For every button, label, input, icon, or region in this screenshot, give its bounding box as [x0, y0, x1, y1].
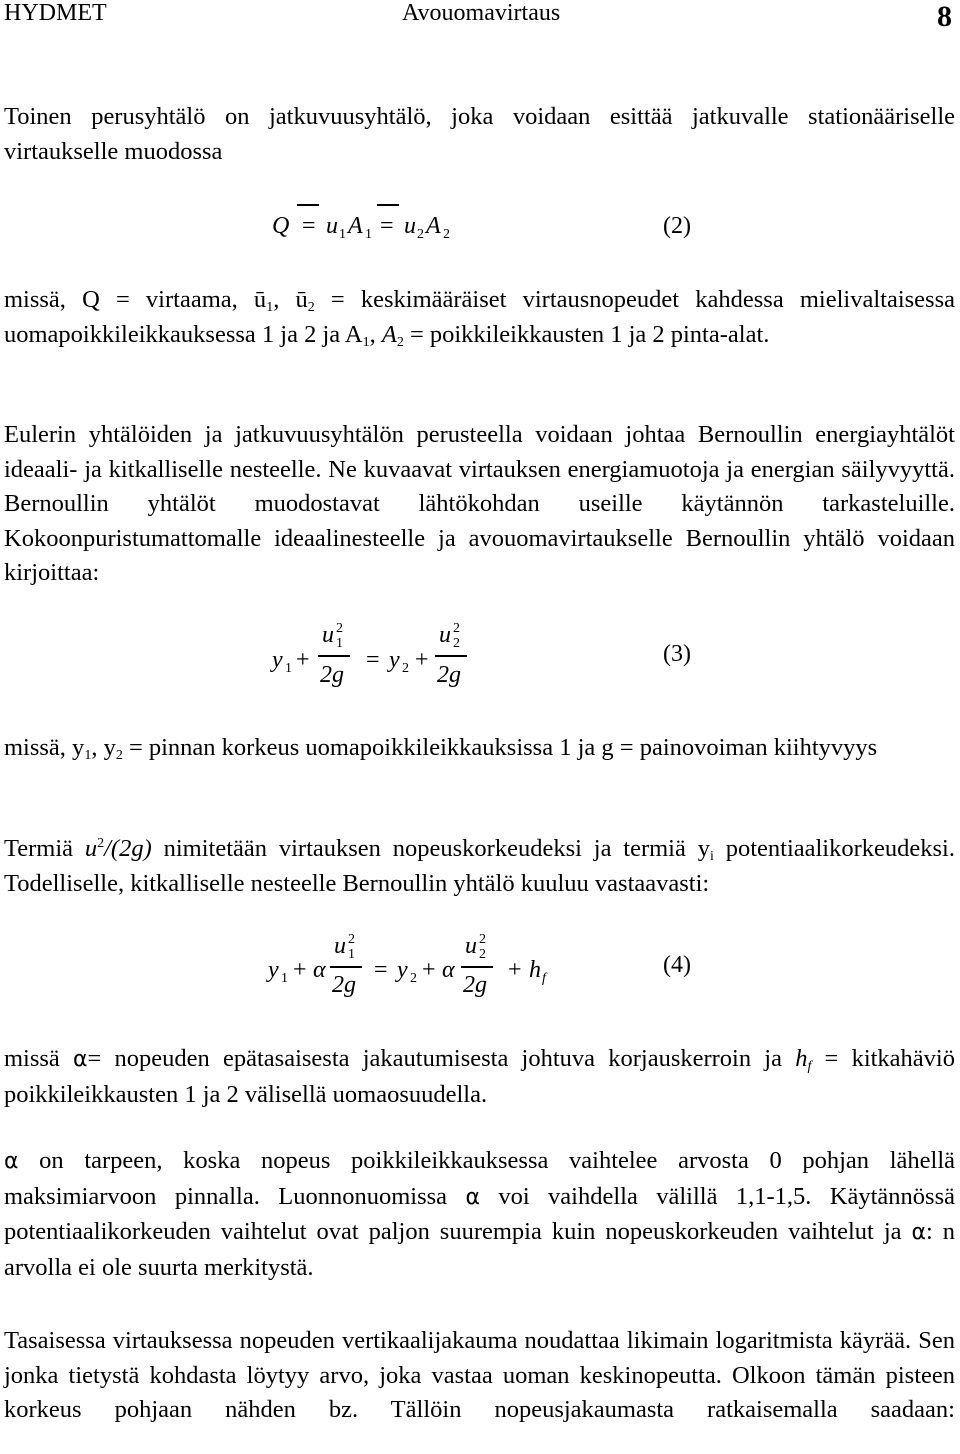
- eq2-A1-sub: 1: [365, 227, 372, 242]
- eq4-u1-sub: 1: [348, 947, 355, 962]
- eq4-u2-sub: 2: [479, 947, 486, 962]
- eq4-alpha-1: α: [313, 957, 326, 983]
- eq4-u1: u: [334, 933, 346, 959]
- eq2-overline-1: [297, 204, 319, 206]
- page-header: [4, 0, 956, 36]
- eq3-y1: y: [272, 647, 283, 673]
- eq2-equals-2: =: [380, 213, 394, 239]
- paragraph-bernoulli-intro: Eulerin yhtälöiden ja jatkuvuusyhtälön perusteella voidaan johtaa Bernoullin energiayhtälöt ideaali- ja kitkalliselle nesteelle. Ne kuvaavat virtauksen energiamuotoja ja energian säilyvyyttä. Bernoullin yhtälöt muodostavat lähtökohdan useille käytännön tarkasteluille. Kokoonpuristumattomalle ideaalinesteelle ja avouomavirtaukselle Bernoullin yhtälö voidaan kirjoittaa:: [4, 421, 955, 586]
- eq4-plus-3: +: [508, 957, 522, 983]
- eq4-y2: y: [397, 957, 408, 983]
- paragraph-velocity-head: Termiä $u^2/(2g)$ nimitetään virtauksen nopeuskorkeudeksi ja termiä $y_i$ potentiaalikorkeudeksi. Todelliselle, kitkalliselle nesteelle Bernoullin yhtälö kuuluu vastaavasti:: [4, 835, 955, 897]
- eq3-fraction-bar-2: [435, 655, 467, 657]
- eq3-plus-2: +: [415, 647, 429, 673]
- eq3-equals: =: [366, 647, 380, 673]
- eq4-plus-1: +: [293, 957, 307, 983]
- eq2-u2-sub: 2: [417, 227, 424, 242]
- paragraph-eq3-definitions: missä, $y_1$, $y_2$ = pinnan korkeus uomapoikkileikkauksissa 1 ja g = painovoiman kiihtyvyys: [4, 734, 878, 763]
- eq4-fraction-bar-1: [330, 966, 362, 968]
- eq2-overline-2: [377, 204, 399, 206]
- eq3-y2: y: [389, 647, 400, 673]
- eq2-u2: u: [404, 213, 416, 239]
- eq3-y1-sub: 1: [285, 661, 292, 676]
- eq2-u1-sub: 1: [339, 227, 346, 242]
- header-title: Avouomavirtaus: [402, 0, 561, 26]
- eq3-fraction-bar-1: [318, 655, 350, 657]
- eq2-A1: A: [348, 213, 363, 239]
- paragraph-velocity-distribution: Tasaisessa virtauksessa nopeuden vertikaalijakauma noudattaa likimain logaritmista käyrää. Sen jonka tietystä kohdasta löytyy arvo, joka vastaa uoman keskinopeutta. Olkoon tämän pisteen korkeus pohjaan nähden bz. Tällöin nopeusjakaumasta ratkaisemalla saadaan:: [4, 1327, 955, 1423]
- eq4-y1-sub: 1: [281, 971, 288, 986]
- eq4-fraction-bar-2: [461, 966, 493, 968]
- header-left: HYDMET: [4, 0, 107, 26]
- eq4-equals: =: [374, 957, 388, 983]
- eq4-y1: y: [268, 957, 279, 983]
- eq2-u1: u: [326, 213, 338, 239]
- eq2-A2: A: [426, 213, 441, 239]
- eq3-u2-sup: 2: [453, 621, 460, 636]
- eq3-u1-sub: 1: [336, 636, 343, 651]
- paragraph-continuity-intro: Toinen perusyhtälö on jatkuvuusyhtälö, joka voidaan esittää jatkuvalle stationääriselle virtaukselle muodossa: [4, 103, 955, 165]
- eq3-u1-sup: 2: [336, 621, 343, 636]
- eq4-denominator-2: 2g: [463, 972, 487, 998]
- eq4-number: (4): [663, 952, 691, 978]
- eq4-h: h: [529, 957, 541, 983]
- eq3-u1: u: [322, 622, 334, 648]
- eq4-u2-sup: 2: [479, 932, 486, 947]
- eq4-plus-2: +: [422, 957, 436, 983]
- eq3-plus-1: +: [296, 647, 310, 673]
- eq2-equals-1: =: [302, 213, 316, 239]
- eq4-u2: u: [465, 933, 477, 959]
- eq2-number: (2): [663, 213, 691, 239]
- eq3-denominator-1: 2g: [320, 662, 344, 688]
- eq4-y2-sub: 2: [410, 971, 417, 986]
- paragraph-alpha-range: α on tarpeen, koska nopeus poikkileikkauksessa vaihtelee arvosta 0 pohjan lähellä maksimiarvoon pinnalla. Luonnonuomissa α voi vaihdella välillä 1,1-1,5. Käytännössä potentiaalikorkeuden vaihtelut ovat paljon suurempia kuin nopeuskorkeuden vaihtelut ja α: n arvolla ei ole suurta merkitystä.: [4, 1147, 956, 1281]
- eq2-A2-sub: 2: [443, 227, 450, 242]
- paragraph-eq2-definitions: missä, Q = virtaama, $ū_1$, $ū_2$ = keskimääräiset virtausnopeudet kahdessa mielivaltaisessa uomapoikkileikkauksessa 1 ja 2 ja $A_1$, $A_2$ = poikkileikkausten 1 ja 2 pinta-alat.: [4, 286, 955, 350]
- eq3-number: (3): [663, 641, 691, 667]
- eq2-Q: Q: [272, 213, 290, 239]
- eq4-u1-sup: 2: [348, 932, 355, 947]
- eq4-alpha-2: α: [442, 957, 455, 983]
- eq4-denominator-1: 2g: [332, 972, 356, 998]
- paragraph-alpha-definition: missä α= nopeuden epätasaisesta jakautumisesta johtuva korjauskerroin ja $h_f$ = kitkahäviö poikkileikkausten 1 ja 2 välisellä uomaosuudella.: [4, 1045, 955, 1108]
- eq3-y2-sub: 2: [402, 661, 409, 676]
- eq3-u2: u: [439, 622, 451, 648]
- eq4-h-sub: f: [542, 971, 546, 986]
- page-number: 8: [937, 0, 952, 33]
- eq3-u2-sub: 2: [453, 636, 460, 651]
- eq3-denominator-2: 2g: [437, 662, 461, 688]
